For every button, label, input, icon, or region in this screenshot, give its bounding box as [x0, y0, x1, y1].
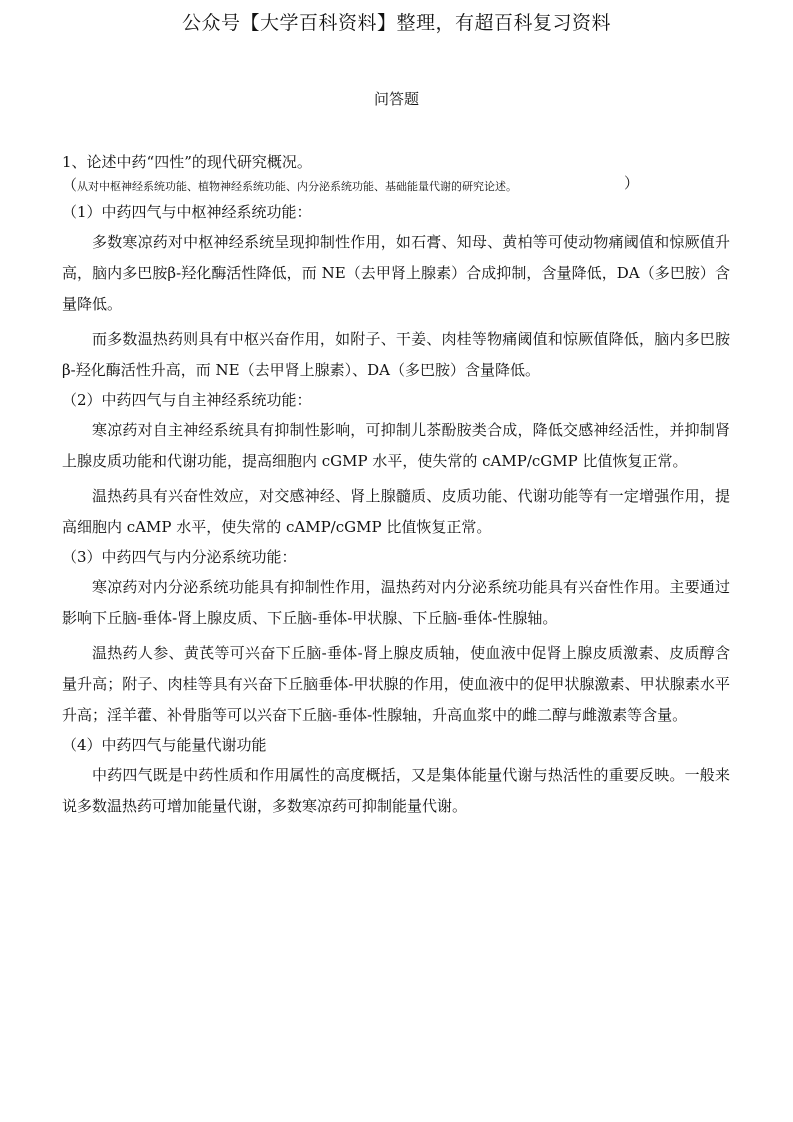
question-text: 1、论述中药“四性”的现代研究概况。 — [62, 153, 312, 171]
paragraph: 寒凉药对自主神经系统具有抑制性影响，可抑制儿茶酚胺类合成，降低交感神经活性，并抑制肾上腺皮质功能和代谢功能，提高细胞内 cGMP 水平，使失常的 cAMP/cGMP 比值恢复正常。 — [62, 421, 730, 470]
answer-body — [62, 150, 730, 822]
section-title: 问答题 — [373, 90, 419, 108]
section-heading-3: （3）中药四气与内分泌系统功能： — [62, 548, 297, 566]
paragraph: 寒凉药对内分泌系统功能具有抑制性作用，温热药对内分泌系统功能具有兴奋性作用。主要通过影响下丘脑-垂体-肾上腺皮质、下丘脑-垂体-甲状腺、下丘脑-垂体-性腺轴。 — [62, 578, 730, 627]
page-header: 公众号【大学百科资料】整理，有超百科复习资料 — [181, 12, 611, 34]
paragraph: 温热药具有兴奋性效应，对交感神经、肾上腺髓质、皮质功能、代谢功能等有一定增强作用，提高细胞内 cAMP 水平，使失常的 cAMP/cGMP 比值恢复正常。 — [62, 487, 730, 536]
section-heading-4: （4）中药四气与能量代谢功能 — [62, 736, 267, 754]
question-hint — [62, 174, 730, 198]
paragraph: 而多数温热药则具有中枢兴奋作用，如附子、干姜、肉桂等物痛阈值和惊厥值降低，脑内多巴胺β-羟化酶活性升高，而 NE（去甲肾上腺素）、DA（多巴胺）含量降低。 — [62, 330, 730, 379]
paragraph: 温热药人参、黄芪等可兴奋下丘脑-垂体-肾上腺皮质轴，使血液中促肾上腺皮质激素、皮质醇含量升高；附子、肉桂等具有兴奋下丘脑垂体-甲状腺的作用，使血液中的促甲状腺激素、甲状腺素水平升高；淫羊藿、补骨脂等可以兴奋下丘脑-垂体-性腺轴，升高血浆中的雌二醇与雌激素等含量。 — [62, 644, 730, 724]
hint-open-paren: （ — [62, 176, 78, 194]
hint-close-paren: ） — [624, 174, 640, 192]
paragraph: 多数寒凉药对中枢神经系统呈现抑制性作用，如石膏、知母、黄柏等可使动物痛阈值和惊厥值升高，脑内多巴胺β-羟化酶活性降低，而 NE（去甲肾上腺素）合成抑制，含量降低，DA（多巴胺）含量降低。 — [62, 233, 730, 313]
section-heading-1: （1）中药四气与中枢神经系统功能： — [62, 203, 312, 221]
section-heading-2: （2）中药四气与自主神经系统功能： — [62, 391, 312, 409]
paragraph: 中药四气既是中药性质和作用属性的高度概括，又是集体能量代谢与热活性的重要反映。一般来说多数温热药可增加能量代谢，多数寒凉药可抑制能量代谢。 — [62, 766, 730, 815]
hint-text: 从对中枢神经系统功能、植物神经系统功能、内分泌系统功能、基础能量代谢的研究论述。 — [77, 180, 518, 193]
